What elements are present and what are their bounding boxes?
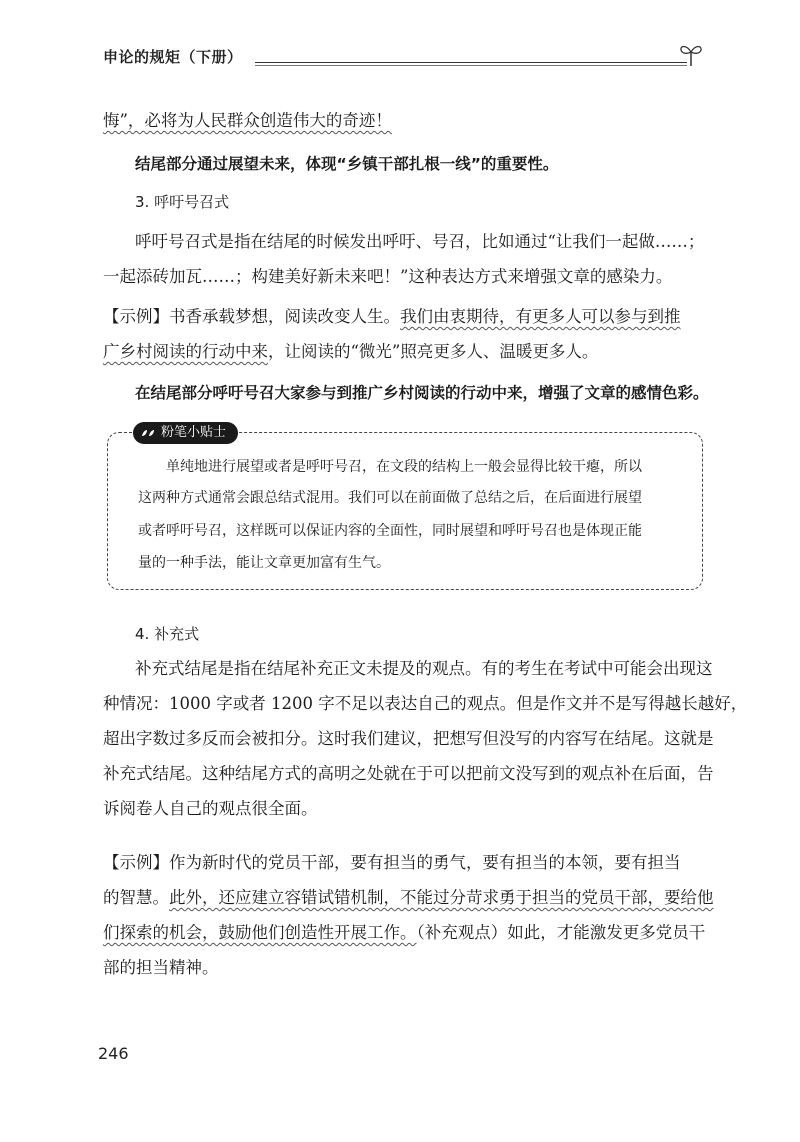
header-title: 申论的规矩（下册） — [103, 48, 243, 66]
example-2-underlined-cont: 们探索的机会，鼓励他们创造性开展工作。 — [103, 923, 417, 942]
example-2-line-1 — [103, 852, 681, 874]
paragraph-4-line-1: 补充式结尾是指在结尾补充正文未提及的观点。有的考生在考试中可能会出现这 — [135, 659, 713, 678]
paragraph-4-line-3: 超出字数过多反而会被扣分。这时我们建议，把想写但没写的内容写在结尾。这就是 — [103, 729, 714, 748]
paragraph-continuation — [103, 110, 392, 132]
double-leaf-icon — [141, 428, 155, 438]
tip-badge — [133, 422, 238, 444]
example-tag: 【示例】 — [103, 307, 169, 326]
paragraph-3-line-1: 呼吁号召式是指在结尾的时候发出呼吁、号召，比如通过“让我们一起做……； — [135, 232, 705, 251]
tip-label: 粉笔小贴士 — [161, 425, 227, 440]
paragraph-4-line-2: 种情况：1000 字或者 1200 字不足以表达自己的观点。但是作文并不是写得越长越好， — [103, 694, 748, 713]
continuation-text: 悔”，必将为人民群众创造伟大的奇迹！ — [103, 111, 392, 130]
example-2-text-a: 的智慧。 — [103, 888, 169, 907]
tip-line-2: 这两种方式通常会跟总结式混用。我们可以在前面做了总结之后，在后面进行展望 — [138, 490, 642, 506]
example-1-underlined-cont: 广乡村阅读的行动中来 — [103, 342, 268, 361]
tip-line-4: 量的一种手法，能让文章更加富有生气。 — [138, 555, 390, 571]
example-2-text-b: （补充观点）如此，才能激发更多党员干 — [416, 923, 706, 942]
example-2-line-4: 部的担当精神。 — [103, 958, 219, 977]
sprout-icon — [678, 40, 704, 68]
example-2-line-2 — [103, 887, 714, 909]
tip-line-3: 或者呼吁号召，这样既可以保证内容的全面性，同时展望和呼吁号召也是体现正能 — [138, 523, 642, 539]
tip-line-1: 单纯地进行展望或者是呼吁号召，在文段的结构上一般会显得比较干瘪，所以 — [166, 459, 642, 475]
example-1-text-cont: ，让阅读的“微光”照亮更多人、温暖更多人。 — [268, 342, 599, 361]
header-rule — [255, 62, 687, 63]
example-2-text: 作为新时代的党员干部，要有担当的勇气，要有担当的本领，要有担当 — [169, 853, 681, 872]
paragraph-3-line-2: 一起添砖加瓦……；构建美好新未来吧！”这种表达方式来增强文章的感染力。 — [103, 267, 673, 286]
example-2-underlined: 此外，还应建立容错试错机制，不能过分苛求勇于担当的党员干部，要给他 — [169, 888, 714, 907]
running-header — [103, 40, 703, 70]
example-1-line-2 — [103, 341, 598, 363]
page-number: 246 — [98, 1044, 129, 1063]
example-2-line-3 — [103, 922, 705, 944]
example-1-underlined: 我们由衷期待，有更多人可以参与到推 — [400, 307, 681, 326]
example-tag: 【示例】 — [103, 853, 169, 872]
example-1-line-1 — [103, 306, 681, 328]
paragraph-4-line-5: 诉阅卷人自己的观点很全面。 — [103, 799, 318, 818]
example-1-text: 书香承载梦想，阅读改变人生。 — [169, 307, 400, 326]
summary-note-2: 在结尾部分呼吁号召大家参与到推广乡村阅读的行动中来，增强了文章的感情色彩。 — [135, 384, 709, 402]
header-rule-secondary — [255, 65, 687, 66]
section-heading-3: 3. 呼吁号召式 — [135, 193, 230, 211]
section-heading-4: 4. 补充式 — [135, 625, 200, 643]
paragraph-4-line-4: 补充式结尾。这种结尾方式的高明之处就在于可以把前文没写到的观点补在后面，告 — [103, 764, 714, 783]
summary-note-1: 结尾部分通过展望未来，体现“乡镇干部扎根一线”的重要性。 — [135, 155, 559, 173]
